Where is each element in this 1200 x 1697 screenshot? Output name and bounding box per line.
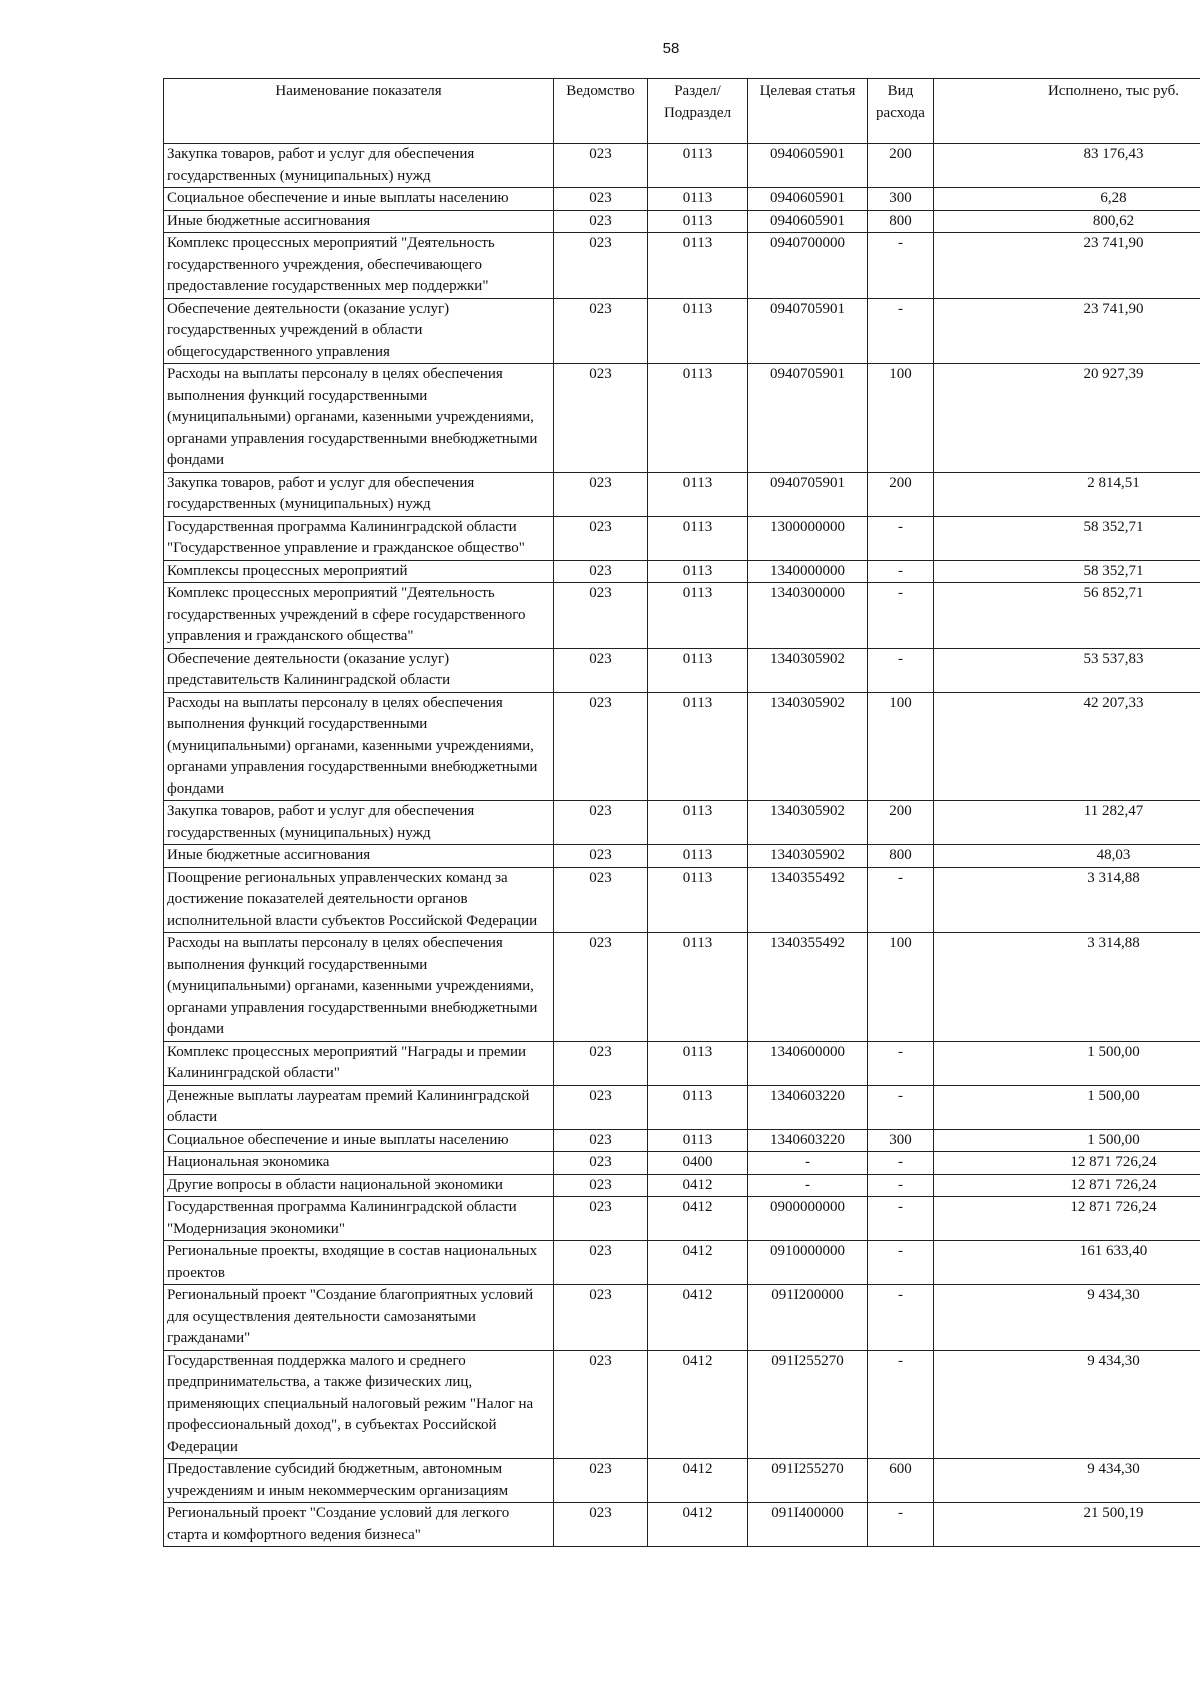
header-amount: Исполнено, тыс руб.: [934, 79, 1200, 144]
cell-type: -: [868, 516, 934, 560]
cell-section: 0412: [648, 1197, 748, 1241]
header-target: Целевая статья: [748, 79, 868, 144]
cell-type: -: [868, 1152, 934, 1175]
cell-amount: 800,62: [934, 210, 1200, 233]
cell-section: 0113: [648, 867, 748, 933]
table-row: [164, 1174, 1200, 1197]
table-row: [164, 188, 1200, 211]
table-row: [164, 472, 1200, 516]
cell-type: 100: [868, 364, 934, 473]
cell-name: Национальная экономика: [164, 1152, 554, 1175]
cell-dept: 023: [554, 692, 648, 801]
table-row: [164, 1459, 1200, 1503]
header-name: Наименование показателя: [164, 79, 554, 144]
header-type: Вид расхода: [868, 79, 934, 144]
cell-dept: 023: [554, 560, 648, 583]
cell-type: 100: [868, 933, 934, 1042]
cell-section: 0412: [648, 1350, 748, 1459]
cell-name: Другие вопросы в области национальной экономики: [164, 1174, 554, 1197]
table-row: [164, 364, 1200, 473]
cell-target: 0900000000: [748, 1197, 868, 1241]
cell-dept: 023: [554, 1503, 648, 1547]
cell-amount: 9 434,30: [934, 1459, 1200, 1503]
table-row: [164, 144, 1200, 188]
table-row: [164, 516, 1200, 560]
cell-name: Социальное обеспечение и иные выплаты населению: [164, 188, 554, 211]
cell-amount: 21 500,19: [934, 1503, 1200, 1547]
cell-dept: 023: [554, 210, 648, 233]
cell-type: -: [868, 583, 934, 649]
cell-amount: 9 434,30: [934, 1285, 1200, 1351]
cell-amount: 3 314,88: [934, 867, 1200, 933]
cell-dept: 023: [554, 583, 648, 649]
cell-section: 0412: [648, 1174, 748, 1197]
cell-section: 0113: [648, 364, 748, 473]
cell-name: Социальное обеспечение и иные выплаты населению: [164, 1129, 554, 1152]
cell-dept: 023: [554, 188, 648, 211]
cell-dept: 023: [554, 144, 648, 188]
cell-section: 0113: [648, 1085, 748, 1129]
cell-target: 091I200000: [748, 1285, 868, 1351]
cell-dept: 023: [554, 933, 648, 1042]
budget-table: [163, 78, 1200, 1547]
cell-type: 100: [868, 692, 934, 801]
table-row: [164, 233, 1200, 299]
cell-dept: 023: [554, 1459, 648, 1503]
table-row: [164, 583, 1200, 649]
cell-target: 1340603220: [748, 1085, 868, 1129]
cell-dept: 023: [554, 472, 648, 516]
cell-type: -: [868, 233, 934, 299]
table-row: [164, 1129, 1200, 1152]
cell-dept: 023: [554, 1085, 648, 1129]
cell-name: Региональный проект "Создание благоприятных условий для осуществления деятельности самозанятыми гражданами": [164, 1285, 554, 1351]
table-row: [164, 845, 1200, 868]
cell-name: Расходы на выплаты персоналу в целях обеспечения выполнения функций государственными (муниципальными) органами, казенными учреждениями, органами управления государственными внебюджетными фондами: [164, 933, 554, 1042]
cell-dept: 023: [554, 298, 648, 364]
table-row: [164, 648, 1200, 692]
table-row: [164, 1285, 1200, 1351]
cell-type: 200: [868, 472, 934, 516]
cell-target: 0940705901: [748, 364, 868, 473]
cell-amount: 9 434,30: [934, 1350, 1200, 1459]
cell-name: Закупка товаров, работ и услуг для обеспечения государственных (муниципальных) нужд: [164, 144, 554, 188]
cell-name: Региональный проект "Создание условий для легкого старта и комфортного ведения бизнеса": [164, 1503, 554, 1547]
cell-dept: 023: [554, 233, 648, 299]
table-row: [164, 801, 1200, 845]
cell-section: 0113: [648, 648, 748, 692]
cell-type: -: [868, 648, 934, 692]
cell-section: 0400: [648, 1152, 748, 1175]
cell-section: 0113: [648, 144, 748, 188]
cell-type: -: [868, 1285, 934, 1351]
cell-section: 0113: [648, 845, 748, 868]
cell-name: Поощрение региональных управленческих команд за достижение показателей деятельности органов исполнительной власти субъектов Российской Федерации: [164, 867, 554, 933]
cell-section: 0113: [648, 210, 748, 233]
cell-name: Государственная поддержка малого и среднего предпринимательства, а также физических лиц, применяющих специальный налоговый режим "Налог на профессиональный доход", в субъектах Российской Федерации: [164, 1350, 554, 1459]
cell-type: -: [868, 867, 934, 933]
cell-type: -: [868, 1041, 934, 1085]
cell-type: 800: [868, 210, 934, 233]
cell-amount: 6,28: [934, 188, 1200, 211]
cell-section: 0113: [648, 801, 748, 845]
cell-name: Государственная программа Калининградской области "Государственное управление и гражданское общество": [164, 516, 554, 560]
cell-type: -: [868, 1085, 934, 1129]
table-row: [164, 210, 1200, 233]
table-row: [164, 560, 1200, 583]
cell-type: 800: [868, 845, 934, 868]
header-section: Раздел/ Подраздел: [648, 79, 748, 144]
table-row: [164, 1041, 1200, 1085]
cell-section: 0113: [648, 933, 748, 1042]
cell-name: Комплекс процессных мероприятий "Деятельность государственных учреждений в сфере государственного управления и гражданского общества": [164, 583, 554, 649]
cell-dept: 023: [554, 1152, 648, 1175]
cell-amount: 42 207,33: [934, 692, 1200, 801]
cell-name: Закупка товаров, работ и услуг для обеспечения государственных (муниципальных) нужд: [164, 472, 554, 516]
cell-type: 600: [868, 1459, 934, 1503]
cell-section: 0113: [648, 516, 748, 560]
cell-type: -: [868, 1174, 934, 1197]
cell-name: Комплекс процессных мероприятий "Деятельность государственного учреждения, обеспечивающего предоставление государственных мер поддержки": [164, 233, 554, 299]
cell-name: Государственная программа Калининградской области "Модернизация экономики": [164, 1197, 554, 1241]
cell-section: 0412: [648, 1503, 748, 1547]
cell-section: 0412: [648, 1285, 748, 1351]
cell-amount: 12 871 726,24: [934, 1197, 1200, 1241]
table-header-row: [164, 79, 1200, 144]
table-row: [164, 1197, 1200, 1241]
cell-amount: 1 500,00: [934, 1041, 1200, 1085]
cell-dept: 023: [554, 1350, 648, 1459]
cell-dept: 023: [554, 1041, 648, 1085]
cell-dept: 023: [554, 867, 648, 933]
cell-name: Иные бюджетные ассигнования: [164, 210, 554, 233]
table-row: [164, 933, 1200, 1042]
cell-section: 0113: [648, 692, 748, 801]
table-row: [164, 1503, 1200, 1547]
table-row: [164, 1350, 1200, 1459]
cell-name: Иные бюджетные ассигнования: [164, 845, 554, 868]
cell-target: 1300000000: [748, 516, 868, 560]
cell-type: 200: [868, 144, 934, 188]
cell-type: -: [868, 298, 934, 364]
cell-amount: 48,03: [934, 845, 1200, 868]
cell-amount: 23 741,90: [934, 233, 1200, 299]
cell-section: 0113: [648, 560, 748, 583]
cell-section: 0113: [648, 583, 748, 649]
cell-target: 1340305902: [748, 692, 868, 801]
cell-target: 0940605901: [748, 210, 868, 233]
table-row: [164, 692, 1200, 801]
cell-amount: 12 871 726,24: [934, 1174, 1200, 1197]
cell-amount: 83 176,43: [934, 144, 1200, 188]
cell-amount: 58 352,71: [934, 516, 1200, 560]
cell-target: 0940605901: [748, 188, 868, 211]
cell-dept: 023: [554, 1285, 648, 1351]
cell-name: Расходы на выплаты персоналу в целях обеспечения выполнения функций государственными (муниципальными) органами, казенными учреждениями, органами управления государственными внебюджетными фондами: [164, 364, 554, 473]
cell-type: 300: [868, 1129, 934, 1152]
cell-target: 091I255270: [748, 1459, 868, 1503]
cell-type: -: [868, 1350, 934, 1459]
cell-target: 091I255270: [748, 1350, 868, 1459]
cell-section: 0113: [648, 188, 748, 211]
cell-target: 1340305902: [748, 648, 868, 692]
cell-amount: 53 537,83: [934, 648, 1200, 692]
cell-name: Денежные выплаты лауреатам премий Калининградской области: [164, 1085, 554, 1129]
cell-name: Расходы на выплаты персоналу в целях обеспечения выполнения функций государственными (муниципальными) органами, казенными учреждениями, органами управления государственными внебюджетными фондами: [164, 692, 554, 801]
cell-dept: 023: [554, 801, 648, 845]
cell-amount: 20 927,39: [934, 364, 1200, 473]
cell-target: -: [748, 1174, 868, 1197]
table-row: [164, 1085, 1200, 1129]
cell-section: 0412: [648, 1459, 748, 1503]
cell-section: 0412: [648, 1241, 748, 1285]
cell-section: 0113: [648, 1041, 748, 1085]
cell-section: 0113: [648, 298, 748, 364]
cell-target: 0910000000: [748, 1241, 868, 1285]
cell-type: -: [868, 1241, 934, 1285]
cell-amount: 3 314,88: [934, 933, 1200, 1042]
cell-dept: 023: [554, 648, 648, 692]
header-dept: Ведомство: [554, 79, 648, 144]
cell-dept: 023: [554, 1241, 648, 1285]
cell-amount: 23 741,90: [934, 298, 1200, 364]
table-row: [164, 867, 1200, 933]
cell-amount: 11 282,47: [934, 801, 1200, 845]
cell-type: 300: [868, 188, 934, 211]
cell-target: 1340305902: [748, 845, 868, 868]
cell-type: 200: [868, 801, 934, 845]
cell-target: 1340600000: [748, 1041, 868, 1085]
cell-target: 0940705901: [748, 298, 868, 364]
cell-target: 0940705901: [748, 472, 868, 516]
cell-amount: 2 814,51: [934, 472, 1200, 516]
cell-name: Региональные проекты, входящие в состав национальных проектов: [164, 1241, 554, 1285]
cell-target: 1340000000: [748, 560, 868, 583]
cell-dept: 023: [554, 1129, 648, 1152]
table-row: [164, 1241, 1200, 1285]
cell-type: -: [868, 1503, 934, 1547]
cell-dept: 023: [554, 516, 648, 560]
cell-target: 0940700000: [748, 233, 868, 299]
cell-name: Комплексы процессных мероприятий: [164, 560, 554, 583]
cell-name: Закупка товаров, работ и услуг для обеспечения государственных (муниципальных) нужд: [164, 801, 554, 845]
cell-target: 091I400000: [748, 1503, 868, 1547]
cell-amount: 1 500,00: [934, 1129, 1200, 1152]
cell-target: -: [748, 1152, 868, 1175]
cell-type: -: [868, 560, 934, 583]
cell-amount: 58 352,71: [934, 560, 1200, 583]
cell-target: 1340603220: [748, 1129, 868, 1152]
table-row: [164, 1152, 1200, 1175]
cell-section: 0113: [648, 1129, 748, 1152]
table-body: [164, 144, 1200, 1547]
cell-type: -: [868, 1197, 934, 1241]
cell-amount: 12 871 726,24: [934, 1152, 1200, 1175]
cell-dept: 023: [554, 845, 648, 868]
cell-dept: 023: [554, 1174, 648, 1197]
cell-name: Предоставление субсидий бюджетным, автономным учреждениям и иным некоммерческим организациям: [164, 1459, 554, 1503]
cell-dept: 023: [554, 1197, 648, 1241]
cell-name: Обеспечение деятельности (оказание услуг) государственных учреждений в области общегосударственного управления: [164, 298, 554, 364]
cell-section: 0113: [648, 233, 748, 299]
cell-amount: 56 852,71: [934, 583, 1200, 649]
cell-dept: 023: [554, 364, 648, 473]
cell-section: 0113: [648, 472, 748, 516]
cell-target: 1340355492: [748, 867, 868, 933]
page-number: 58: [662, 40, 680, 57]
cell-target: 1340300000: [748, 583, 868, 649]
table-row: [164, 298, 1200, 364]
cell-target: 1340305902: [748, 801, 868, 845]
cell-name: Обеспечение деятельности (оказание услуг) представительств Калининградской области: [164, 648, 554, 692]
cell-amount: 1 500,00: [934, 1085, 1200, 1129]
cell-name: Комплекс процессных мероприятий "Награды и премии Калининградской области": [164, 1041, 554, 1085]
cell-target: 1340355492: [748, 933, 868, 1042]
cell-target: 0940605901: [748, 144, 868, 188]
cell-amount: 161 633,40: [934, 1241, 1200, 1285]
